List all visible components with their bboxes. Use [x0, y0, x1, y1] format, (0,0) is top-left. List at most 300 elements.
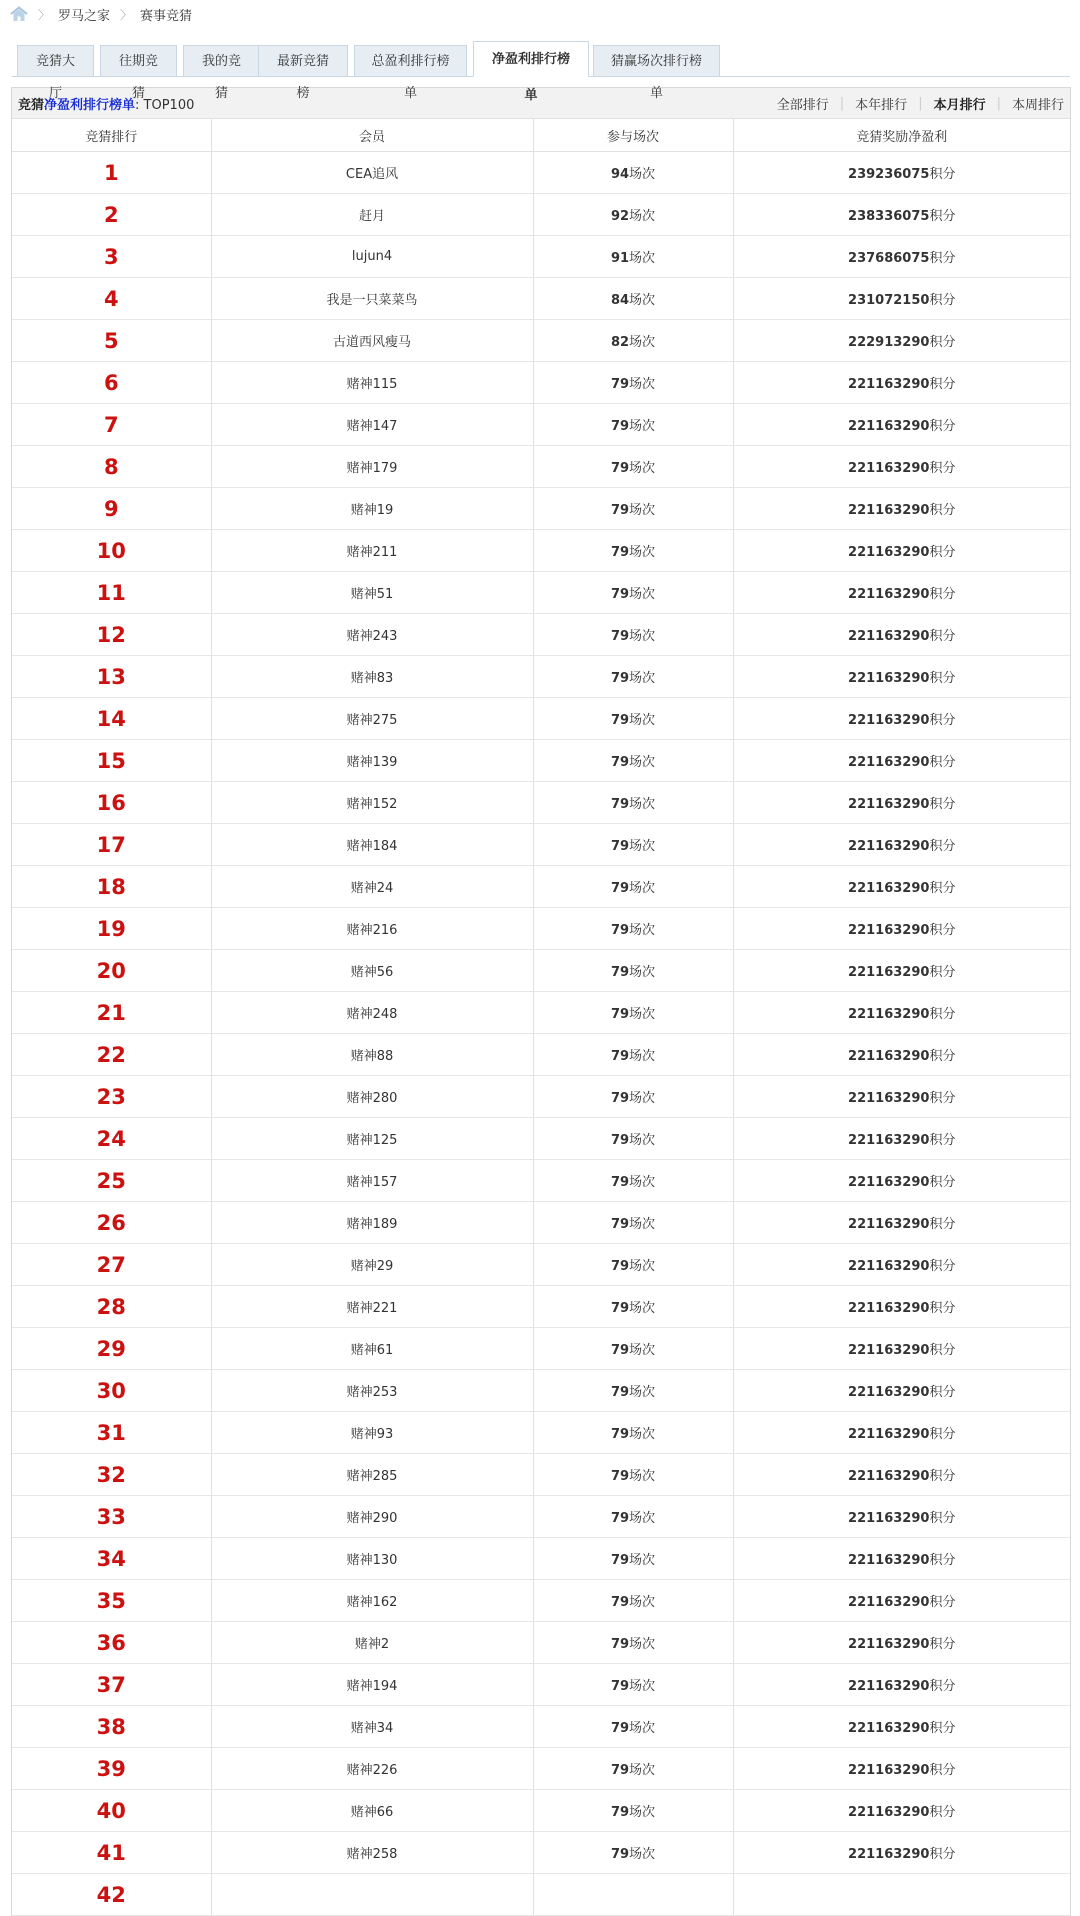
profit-cell	[733, 824, 1070, 866]
profit-unit: 积分	[929, 335, 956, 350]
profit-cell	[733, 1328, 1070, 1370]
profit-cell	[733, 404, 1070, 446]
table-row	[12, 236, 1070, 278]
games-cell	[533, 740, 733, 782]
profit-unit: 积分	[929, 1763, 956, 1778]
breadcrumb	[0, 0, 1080, 28]
filter-month[interactable]: 本月排行	[933, 97, 986, 113]
member-cell[interactable]: 赌神285	[211, 1454, 533, 1496]
table-row	[12, 530, 1070, 572]
profit-cell	[733, 1748, 1070, 1790]
games-value: 79	[610, 923, 630, 938]
tab-guess-hall[interactable]: 竞猜大厅	[17, 45, 94, 77]
breadcrumb-home-link[interactable]: 罗马之家	[58, 8, 111, 24]
rank-cell: 30	[12, 1370, 211, 1412]
profit-cell	[733, 1370, 1070, 1412]
member-cell[interactable]: 赌神216	[211, 908, 533, 950]
member-cell[interactable]: 赌神83	[211, 656, 533, 698]
profit-value: 221163290	[848, 587, 930, 602]
profit-value: 221163290	[848, 1511, 930, 1526]
tab-my-guesses[interactable]: 我的竞猜	[183, 45, 260, 77]
profit-unit: 积分	[929, 461, 956, 476]
table-row	[12, 194, 1070, 236]
table-row	[12, 488, 1070, 530]
member-cell[interactable]: 赌神130	[211, 1538, 533, 1580]
member-cell[interactable]: 赌神34	[211, 1706, 533, 1748]
member-cell[interactable]: 赌神24	[211, 866, 533, 908]
home-icon[interactable]	[10, 6, 28, 22]
games-cell	[533, 1286, 733, 1328]
member-cell[interactable]: CEA追风	[211, 152, 533, 194]
rank-cell: 26	[12, 1202, 211, 1244]
games-cell	[533, 1118, 733, 1160]
profit-unit: 积分	[929, 1637, 956, 1652]
member-cell[interactable]: 赌神139	[211, 740, 533, 782]
member-cell[interactable]: 赌神2	[211, 1622, 533, 1664]
games-cell	[533, 1790, 733, 1832]
rank-cell: 42	[12, 1874, 211, 1916]
games-value: 79	[610, 1469, 630, 1484]
games-unit: 场次	[629, 1007, 656, 1022]
profit-value: 221163290	[848, 671, 930, 686]
table-header-row	[12, 119, 1070, 152]
member-cell[interactable]: 赌神51	[211, 572, 533, 614]
leaderboard-title	[18, 94, 194, 113]
games-value: 79	[610, 965, 630, 980]
member-cell[interactable]: 赌神248	[211, 992, 533, 1034]
member-cell[interactable]	[211, 1874, 533, 1916]
profit-cell	[733, 446, 1070, 488]
games-unit: 场次	[629, 1511, 656, 1526]
games-cell	[533, 236, 733, 278]
profit-cell	[733, 488, 1070, 530]
profit-unit: 积分	[929, 1259, 956, 1274]
rank-cell: 11	[12, 572, 211, 614]
games-value: 79	[610, 1007, 630, 1022]
col-header-games: 参与场次	[533, 119, 733, 152]
profit-unit: 积分	[929, 1343, 956, 1358]
table-row	[12, 1244, 1070, 1286]
games-unit: 场次	[629, 839, 656, 854]
member-cell[interactable]: 赌神88	[211, 1034, 533, 1076]
profit-cell	[733, 1076, 1070, 1118]
member-cell[interactable]: 赌神19	[211, 488, 533, 530]
member-cell[interactable]: 赌神61	[211, 1328, 533, 1370]
tab-win-count-rank[interactable]: 猜赢场次排行榜单	[593, 45, 720, 77]
member-cell[interactable]: 赌神115	[211, 362, 533, 404]
member-cell[interactable]: 赌神66	[211, 1790, 533, 1832]
games-unit: 场次	[629, 1301, 656, 1316]
games-cell	[533, 278, 733, 320]
profit-cell	[733, 782, 1070, 824]
member-cell[interactable]: 赌神157	[211, 1160, 533, 1202]
profit-unit: 积分	[929, 629, 956, 644]
games-cell	[533, 866, 733, 908]
member-cell[interactable]: 赌神125	[211, 1118, 533, 1160]
games-cell	[533, 446, 733, 488]
table-row	[12, 1076, 1070, 1118]
games-value: 82	[610, 335, 630, 350]
profit-value: 221163290	[848, 545, 930, 560]
rank-cell: 14	[12, 698, 211, 740]
profit-unit: 积分	[929, 923, 956, 938]
member-cell[interactable]: 赶月	[211, 194, 533, 236]
profit-unit: 积分	[929, 1721, 956, 1736]
games-value: 94	[610, 167, 630, 182]
profit-cell	[733, 1706, 1070, 1748]
profit-value: 221163290	[848, 1847, 930, 1862]
rank-cell: 28	[12, 1286, 211, 1328]
table-row	[12, 446, 1070, 488]
tab-net-profit-rank[interactable]: 净盈利排行榜单	[473, 41, 589, 77]
profit-value: 221163290	[848, 1259, 930, 1274]
rank-cell: 29	[12, 1328, 211, 1370]
table-row	[12, 1622, 1070, 1664]
rank-cell: 23	[12, 1076, 211, 1118]
filter-separator: |	[918, 95, 923, 111]
rank-cell: 18	[12, 866, 211, 908]
breadcrumb-separator: 〉	[120, 7, 133, 22]
games-unit: 场次	[629, 293, 656, 308]
games-unit: 场次	[629, 1847, 656, 1862]
rank-cell: 38	[12, 1706, 211, 1748]
games-value: 79	[610, 1217, 630, 1232]
games-unit: 场次	[629, 1091, 656, 1106]
profit-value: 221163290	[848, 461, 930, 476]
profit-unit: 积分	[929, 293, 956, 308]
profit-cell	[733, 1874, 1070, 1916]
profit-unit: 积分	[929, 1847, 956, 1862]
games-unit: 场次	[629, 251, 656, 266]
games-cell	[533, 320, 733, 362]
profit-cell	[733, 572, 1070, 614]
member-cell[interactable]: 赌神290	[211, 1496, 533, 1538]
profit-value: 221163290	[848, 797, 930, 812]
profit-unit: 积分	[929, 587, 956, 602]
profit-unit: 积分	[929, 377, 956, 392]
profit-value: 221163290	[848, 1007, 930, 1022]
profit-unit: 积分	[929, 545, 956, 560]
table-row	[12, 1454, 1070, 1496]
games-unit: 场次	[629, 419, 656, 434]
table-row	[12, 1328, 1070, 1370]
profit-unit: 积分	[929, 1007, 956, 1022]
games-value: 79	[610, 1133, 630, 1148]
member-cell[interactable]: 古道西风瘦马	[211, 320, 533, 362]
rank-cell: 13	[12, 656, 211, 698]
games-cell	[533, 572, 733, 614]
games-unit: 场次	[629, 1637, 656, 1652]
rank-cell: 3	[12, 236, 211, 278]
member-cell[interactable]: 赌神147	[211, 404, 533, 446]
games-value: 79	[610, 1385, 630, 1400]
title-prefix: 竞猜	[18, 97, 45, 113]
profit-cell	[733, 362, 1070, 404]
games-cell	[533, 404, 733, 446]
tab-latest-board[interactable]: 最新竞猜榜	[258, 45, 348, 77]
table-row	[12, 740, 1070, 782]
games-value: 79	[610, 1595, 630, 1610]
member-cell[interactable]: 赌神280	[211, 1076, 533, 1118]
tab-total-profit-rank[interactable]: 总盈利排行榜单	[354, 45, 467, 77]
games-unit: 场次	[629, 755, 656, 770]
games-cell	[533, 1874, 733, 1916]
games-value: 79	[610, 1679, 630, 1694]
profit-cell	[733, 194, 1070, 236]
table-row	[12, 1412, 1070, 1454]
profit-cell	[733, 698, 1070, 740]
rank-cell: 41	[12, 1832, 211, 1874]
profit-cell	[733, 1832, 1070, 1874]
games-value: 79	[610, 377, 630, 392]
table-row	[12, 1832, 1070, 1874]
rank-cell: 6	[12, 362, 211, 404]
table-row	[12, 1706, 1070, 1748]
games-unit: 场次	[629, 1721, 656, 1736]
title-suffix: : TOP100	[135, 97, 195, 113]
games-cell	[533, 614, 733, 656]
rank-cell: 5	[12, 320, 211, 362]
breadcrumb-current[interactable]: 赛事竞猜	[140, 8, 193, 24]
games-unit: 场次	[629, 1469, 656, 1484]
games-cell	[533, 1328, 733, 1370]
games-cell	[533, 1538, 733, 1580]
rank-cell: 32	[12, 1454, 211, 1496]
games-cell	[533, 1454, 733, 1496]
rank-cell: 15	[12, 740, 211, 782]
profit-value: 221163290	[848, 1553, 930, 1568]
games-cell	[533, 698, 733, 740]
games-value: 79	[610, 1259, 630, 1274]
profit-cell	[733, 1538, 1070, 1580]
games-cell	[533, 782, 733, 824]
profit-unit: 积分	[929, 797, 956, 812]
games-value: 79	[610, 1049, 630, 1064]
member-cell[interactable]: 赌神93	[211, 1412, 533, 1454]
member-cell[interactable]: 赌神56	[211, 950, 533, 992]
table-row	[12, 866, 1070, 908]
member-cell[interactable]: 赌神211	[211, 530, 533, 572]
profit-unit: 积分	[929, 713, 956, 728]
member-cell[interactable]: 赌神221	[211, 1286, 533, 1328]
member-cell[interactable]: 赌神184	[211, 824, 533, 866]
profit-unit: 积分	[929, 881, 956, 896]
profit-cell	[733, 1622, 1070, 1664]
profit-unit: 积分	[929, 1175, 956, 1190]
profit-cell	[733, 530, 1070, 572]
member-cell[interactable]: 赌神179	[211, 446, 533, 488]
games-cell	[533, 488, 733, 530]
games-value: 79	[610, 1301, 630, 1316]
games-value: 79	[610, 587, 630, 602]
profit-cell	[733, 278, 1070, 320]
profit-value: 221163290	[848, 755, 930, 770]
games-cell	[533, 1244, 733, 1286]
games-unit: 场次	[629, 1553, 656, 1568]
member-cell[interactable]: 我是一只菜菜鸟	[211, 278, 533, 320]
rank-cell: 12	[12, 614, 211, 656]
profit-unit: 积分	[929, 251, 956, 266]
games-cell	[533, 194, 733, 236]
member-cell[interactable]: 赌神194	[211, 1664, 533, 1706]
games-value: 79	[610, 1091, 630, 1106]
profit-unit: 积分	[929, 1217, 956, 1232]
profit-value: 221163290	[848, 1721, 930, 1736]
profit-cell	[733, 1034, 1070, 1076]
profit-unit: 积分	[929, 671, 956, 686]
games-cell	[533, 1622, 733, 1664]
games-cell	[533, 152, 733, 194]
filter-all[interactable]: 全部排行	[776, 97, 829, 113]
games-value: 79	[610, 839, 630, 854]
profit-value: 221163290	[848, 419, 930, 434]
filter-week[interactable]: 本周排行	[1011, 97, 1064, 113]
games-value: 79	[610, 755, 630, 770]
rank-cell: 37	[12, 1664, 211, 1706]
games-cell	[533, 656, 733, 698]
member-cell[interactable]: 赌神253	[211, 1370, 533, 1412]
table-row	[12, 1496, 1070, 1538]
title-highlight: 净盈利排行榜单	[44, 97, 136, 113]
member-cell[interactable]: 赌神152	[211, 782, 533, 824]
member-cell[interactable]: 赌神162	[211, 1580, 533, 1622]
profit-unit: 积分	[929, 839, 956, 854]
games-cell	[533, 1832, 733, 1874]
profit-value: 221163290	[848, 1637, 930, 1652]
table-body	[12, 152, 1070, 1916]
games-unit: 场次	[629, 587, 656, 602]
games-value: 79	[610, 1805, 630, 1820]
rank-cell: 2	[12, 194, 211, 236]
games-value: 79	[610, 881, 630, 896]
profit-value: 221163290	[848, 1469, 930, 1484]
games-value: 79	[610, 1637, 630, 1652]
games-value: 79	[610, 1427, 630, 1442]
profit-cell	[733, 1580, 1070, 1622]
profit-unit: 积分	[929, 503, 956, 518]
member-cell[interactable]: 赌神275	[211, 698, 533, 740]
profit-value: 221163290	[848, 1343, 930, 1358]
games-cell	[533, 908, 733, 950]
leaderboard-header	[12, 88, 1070, 119]
games-cell	[533, 1496, 733, 1538]
table-row	[12, 572, 1070, 614]
member-cell[interactable]: 赌神258	[211, 1832, 533, 1874]
member-cell[interactable]: 赌神243	[211, 614, 533, 656]
games-unit: 场次	[629, 965, 656, 980]
games-value: 79	[610, 797, 630, 812]
table-row	[12, 1118, 1070, 1160]
rank-cell: 36	[12, 1622, 211, 1664]
leaderboard-panel	[11, 87, 1071, 1916]
breadcrumb-separator: 〉	[38, 7, 51, 22]
games-unit: 场次	[629, 1763, 656, 1778]
profit-unit: 积分	[929, 1553, 956, 1568]
profit-value: 222913290	[848, 335, 930, 350]
profit-cell	[733, 1412, 1070, 1454]
profit-unit: 积分	[929, 1679, 956, 1694]
games-cell	[533, 1202, 733, 1244]
profit-cell	[733, 1496, 1070, 1538]
rank-cell: 19	[12, 908, 211, 950]
member-cell[interactable]: 赌神189	[211, 1202, 533, 1244]
rank-cell: 33	[12, 1496, 211, 1538]
profit-cell	[733, 1286, 1070, 1328]
profit-value: 239236075	[848, 167, 930, 182]
leaderboard-table	[12, 119, 1070, 1916]
games-cell	[533, 1370, 733, 1412]
member-cell[interactable]: lujun4	[211, 236, 533, 278]
games-value: 79	[610, 1721, 630, 1736]
games-cell	[533, 1748, 733, 1790]
games-unit: 场次	[629, 1133, 656, 1148]
profit-cell	[733, 1664, 1070, 1706]
rank-cell: 8	[12, 446, 211, 488]
table-row	[12, 320, 1070, 362]
rank-cell: 27	[12, 1244, 211, 1286]
table-row	[12, 278, 1070, 320]
profit-unit: 积分	[929, 1301, 956, 1316]
table-row	[12, 152, 1070, 194]
games-cell	[533, 950, 733, 992]
games-unit: 场次	[629, 1217, 656, 1232]
table-row	[12, 1202, 1070, 1244]
rank-cell: 35	[12, 1580, 211, 1622]
profit-value: 221163290	[848, 965, 930, 980]
games-unit: 场次	[629, 1595, 656, 1610]
profit-value: 221163290	[848, 1175, 930, 1190]
profit-cell	[733, 1160, 1070, 1202]
profit-value: 221163290	[848, 503, 930, 518]
table-row	[12, 1160, 1070, 1202]
filter-year[interactable]: 本年排行	[855, 97, 908, 113]
rank-cell: 7	[12, 404, 211, 446]
table-row	[12, 656, 1070, 698]
profit-value: 221163290	[848, 1217, 930, 1232]
table-row	[12, 404, 1070, 446]
games-unit: 场次	[629, 881, 656, 896]
rank-cell: 40	[12, 1790, 211, 1832]
rank-cell: 9	[12, 488, 211, 530]
games-cell	[533, 1412, 733, 1454]
member-cell[interactable]: 赌神29	[211, 1244, 533, 1286]
tab-past-guesses[interactable]: 往期竞猜	[100, 45, 177, 77]
table-row	[12, 950, 1070, 992]
table-row	[12, 614, 1070, 656]
games-cell	[533, 1160, 733, 1202]
games-unit: 场次	[629, 1679, 656, 1694]
profit-unit: 积分	[929, 1049, 956, 1064]
profit-cell	[733, 908, 1070, 950]
games-cell	[533, 1076, 733, 1118]
profit-value: 221163290	[848, 713, 930, 728]
filter-separator: |	[996, 95, 1001, 111]
table-row	[12, 1370, 1070, 1412]
profit-cell	[733, 740, 1070, 782]
games-unit: 场次	[629, 1049, 656, 1064]
table-row	[12, 1790, 1070, 1832]
profit-value: 221163290	[848, 839, 930, 854]
table-row	[12, 362, 1070, 404]
profit-value: 221163290	[848, 1301, 930, 1316]
member-cell[interactable]: 赌神226	[211, 1748, 533, 1790]
games-value: 79	[610, 503, 630, 518]
rank-cell: 25	[12, 1160, 211, 1202]
games-unit: 场次	[629, 503, 656, 518]
profit-cell	[733, 656, 1070, 698]
profit-value: 221163290	[848, 1385, 930, 1400]
table-row	[12, 824, 1070, 866]
